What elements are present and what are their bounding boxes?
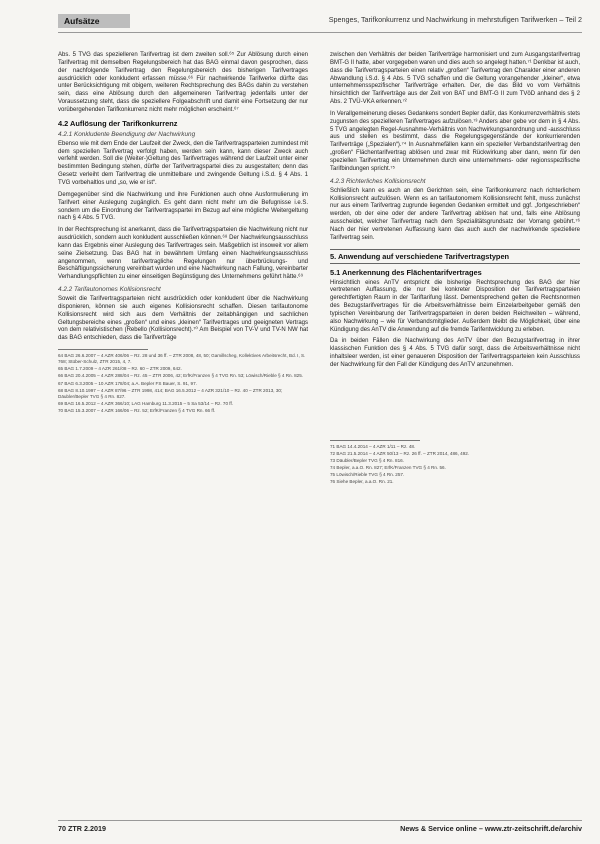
subsection-heading: 4.2.3 Richterliches Kollisionsrecht — [330, 177, 426, 185]
footnote: 68 BAG 8.10.1997 – 4 AZR 87/96 – ZTR 1998, 414; BAG 16.5.2012 – 4 AZR 321/10 – Rz. 40 – ZTR 2013, 30; Däubler/Bepler TVG § 4 Rn. 827. — [58, 387, 283, 399]
paragraph: Ebenso wie mit dem Ende der Laufzeit der Zweck, den die Tarifvertragsparteien zumindest mit dem speziellen Tarifvertrag verfolgt haben, werden sein kann, kann dieser Zweck auch verfehlt werden. Soll die (Weiter-)Geltung des Tarifvertrages während der Laufzeit unter einer bestimmten Bedingung stehen, dürfte der Tarifvertragspartei dies zu ausgestalten; denn das Gesetz verleiht dem Tarifvertrag die unmittelbare und zwingende Geltung i.S.d. § 4 Abs. 1 TVG vorbehaltlos und „so, wie er ist“. — [58, 140, 309, 186]
subsection-heading: 4.2.1 Konkludente Beendigung der Nachwirkung — [58, 130, 196, 138]
footnote: 75 Löwisch/Rieble TVG § 4 Rn. 257. — [330, 472, 405, 478]
header-rule — [58, 32, 582, 33]
paragraph: zwischen den Verhältnis der beiden Tarifverträge harmonisiert und zum Ausgangstarifvertrag BMT-G II hatte, aber vorgegeben waren und dies auch so angelegt hatten.⁷¹ Denkbar ist auch, dass die Tarifvertragsparteien einen relativ „großen“ Tarifvertrag den Charakter einer anderen Abwandlung i.S.d. § 4 Abs. 5 TVG schaffen und die Geltung vorangehender „kleiner“, etwa unternehmensspezifischer Tarifverträge erhalten. Der, die das Bild vo vom Verhältnis hinsichtlich der Tarifverträge aus der Zeit von BAT und BMT-G II zum TVöD anhand des § 2 Abs. 2 TVÜ-VKA erkennen.⁷² — [330, 52, 580, 106]
footnote: 66 BAG 20.4.2005 – 4 AZR 288/04 – Rz. 45 – ZTR 2006, 42; ErfK/Franzen § 4 TVG Rn. 53; Löwisch/Rieble § 4 Rn. 825. — [58, 373, 304, 379]
paragraph: Schließlich kann es auch an den Gerichten sein, eine Tarifkonkurrenz nach richterlichem Kollisionsrecht aufzulösen. Wenn es an tarifautonomem Kollisionsrecht fehlt, muss zunächst nur aus einem Tarifvertrag zugrunde liegenden Gedanken ermittelt und ggf. „fortgeschrieben“ werden, ob der eine oder der andere Tarifvertrag ablösen hat und, falls eine Ablösung ausscheidet, welcher Tarifvertrag nach dem Spezialitätsgrundsatz der Vorrang gebührt.⁷⁶ Nach der hier vertretenen Auffassung kann das auch auch der nachwirkende speziellere Tarifvertrag sein. — [330, 187, 580, 241]
paragraph: Hinsichtlich eines AnTV entspricht die bisherige Rechtsprechung des BAG der hier vertretenen Auffassung, die nur bei konkreter Disposition der Tarifvertragsparteien gerechtfertigten Raum in der Tariftarifung lässt. Dementsprechend gelten die Rechtsnormen des Bezugstarifvertrages für die Arbeitsverhältnisse beim Einzelarbeitgeber gemäß den typischen Vereinbarung der Tarifvertragsparteien in deren beiden Reichweiten – während, also Nachwirkung – wie für Verbandsmitglieder. Außerdem bleibt die Möglichkeit, über eine Kündigung des AnTV die Anwendung auf die fremde Tarifentwicklung zu erleben. — [330, 279, 580, 333]
footnote: 71 BAG 14.4.2014 – 4 AZR 1/11 – Rz. 48. — [330, 443, 416, 449]
footnotes — [330, 444, 580, 486]
footnote-rule — [58, 349, 148, 350]
footnote: 67 BAG 6.3.2005 – 10 AZR 178/04; a.A. Bepler FS Bauer, S. 91, 97. — [58, 380, 197, 386]
right-column — [330, 52, 580, 486]
footnote: 64 BAG 26.6.2007 – 4 AZR 406/06 – Rz. 28 und 36 ff. – ZTR 2008, 48, 50; Gamillscheg, Kollektives Arbeitsrecht, Bd. I, S. 768; Stüber-Schulz, ZTR 2015, 4, 7. — [58, 353, 306, 365]
running-title: Spenges, Tarifkonkurrenz und Nachwirkung in mehrstufigen Tarifwerken – Teil 2 — [328, 15, 582, 24]
footnote: 65 BAG 1.7.2009 – 4 AZR 261/08 – Rz. 60 – ZTR 2009, 642. — [58, 366, 182, 372]
section-tag-label: Aufsätze — [64, 16, 100, 26]
footnote: 72 BAG 21.5.2014 – 4 AZR 50/13 – Rz. 26 ff. – ZTR 2014, 486, 492. — [330, 450, 470, 456]
section-heading: 4.2 Auflösung der Tarifkonkurrenz — [58, 118, 178, 128]
footnote: 73 Däubler/Bepler TVG § 4 Rn. 816. — [330, 458, 404, 464]
footnotes — [58, 353, 308, 414]
paragraph: Demgegenüber sind die Nachwirkung und ihre Funktionen auch ohne Ausformulierung im Tarifvert einer Auslegung zugänglich. Es geht dann nicht mehr um die Befugnisse i.e.S. sondern um die Einordnung der Tarifvertragspartei im Bezug auf eine mögliche Weitergeltung nach § 4 Abs. 5 TVG. — [58, 191, 308, 222]
paragraph: In Verallgemeinerung dieses Gedankens sondert Bepler dafür, das Konkurrenzverhältnis stets zugunsten des spezielleren Tarifvertrages aufzulösen.⁷³ Anders aber gebe vor dem in § 4 Abs. 5 TVG angelegten Regel-Ausnahme-Verhältnis von Nachwirkungsanordnung und -ausschluss aus und stellen es bestimmt, dass die Regelungsgegenstände der konkurrierenden Tarifverträge („Spezialen“).⁷⁴ In Ausnahmefällen kann ein spezieller Verbandstarifvertrag den „großen“ Flächentarifvertrag ablösen und zwar mit Rückwirkung aber dann, wenn für den speziellen Tarifvertrag ein Unternehmen durch eine unternehmens- oder regionsspezifische Tarifbindungen spricht.⁷⁵ — [330, 110, 580, 172]
footnote: 69 BAG 16.5.2012 – 4 AZR 366/10; LAG Hamburg 11.3.2015 – 5 Sa 53/14 – Rz. 70 ff. — [58, 400, 234, 406]
footnote: 74 Bepler, a.a.O. Rn. 827; ErfK/Franzen TVG § 4 Rn. 56. — [330, 465, 446, 471]
page-number-journal: 70 ZTR 2.2019 — [58, 824, 106, 833]
page-footer — [58, 820, 582, 834]
paragraph: Da in beiden Fällen die Nachwirkung des AnTV über den Bezugstarifvertrag in ihrer klassischen Funktion des § 4 Abs. 5 TVG dafür sorgt, dass die Arbeitsverhältnisse nicht inhaltsleer werden, ist einer genaueren Disposition der Tarifvertragsparteien kein Ausschluss der Nachwirkung für den Fall der Kündigung des AnTV anzunehmen. — [330, 338, 580, 368]
paragraph: Soweit die Tarifvertragsparteien nicht ausdrücklich oder konkludent über die Nachwirkung disponieren, können sie auch eigenes Kollisionsrecht schaffen. Diesen tarifautonome Kollisionsrecht wird sich aus dem Verhältnis der zeitabhängigen und sachlichen Geltungsbereiche eines „großen“ und eines „kleinen“ Tarifvertrages und geeigneten Vertrags von dem relativistischen (Rebello (Kollisionsrecht).⁷⁰ Am Beispiel von TV-V und TV-N NW hat das BAG entschieden, dass die Tarifverträge — [58, 296, 308, 342]
subsection-heading: 4.2.2 Tarifautonomes Kollisionsrecht — [58, 286, 161, 294]
footer-rule — [58, 820, 582, 821]
chapter-heading: 5. Anwendung auf verschiedene Tarifvertragstypen — [330, 249, 580, 264]
section-heading: 5.1 Anerkennung des Flächentarifvertrages — [330, 267, 482, 277]
paragraph: Abs. 5 TVG das spezielleren Tarifvertrag ist dem zweiten soll.⁶⁵ Zur Ablösung durch einen Tarifvertrag mit demselben Regelungsbereich hat das BAG einmal davon gesprochen, dass der nachfolgende Tarifvertrag den Regelungsbereich des bisherigen Tarifvertrages ausdrücklich oder konkludent erfassen müsse.⁶⁶ Für nachwirkende Tarifwerke dürfte das unter Berücksichtigung mit obigem, weiteren Rechtsprechung des BAGs dahin zu verstehen sein, dass eine Ablösung durch den allgemeineren Tarifvertrag jedenfalls unter der Voraussetzung steht, dass die speziellere Folgeabschrift und damit eine Fortsetzung der nur vorübergehenden Tarifkonkurrenz nicht mehr möglichen erscheint.⁶⁷ — [58, 52, 308, 113]
paragraph: In der Rechtsprechung ist anerkannt, dass die Tarifvertragsparteien die Nachwirkung nicht nur ausdrücklich, sondern auch konkludent ausschließen können.⁶⁸ Der Nachwirkungsausschluss kann das Ergebnis einer Auslegung des Tarifvertrages sein. Maßgeblich ist insoweit vor allem seine Zielsetzung. Das BAG hat in bewährtem Umfang einen Nachwirkungsausschluss angenommen, wenn tarifvertragliche Regelungen nur überbrückungs- und Beschäftigungssicherung vereinbart wurden und eine Nachwirkung nach Fallung, vereinbarter Verhandlungspflichten zu einer einseitigen Begünstigung des Unternehmens geführt hätte.⁶⁹ — [58, 227, 308, 281]
footnote: 70 BAG 15.3.2007 – 4 AZR 166/06 – Rz. 52; ErfK/Franzen § 4 TVG Rn. 66 ff. — [58, 407, 216, 413]
footer-link-text: News & Service online – www.ztr-zeitschrift.de/archiv — [400, 824, 582, 833]
section-tag — [58, 14, 130, 28]
footnote-rule — [330, 440, 420, 441]
footnote: 76 Siehe Bepler, a.a.O. Rn. 21. — [330, 479, 394, 485]
running-header — [58, 10, 582, 32]
left-column — [58, 52, 308, 415]
